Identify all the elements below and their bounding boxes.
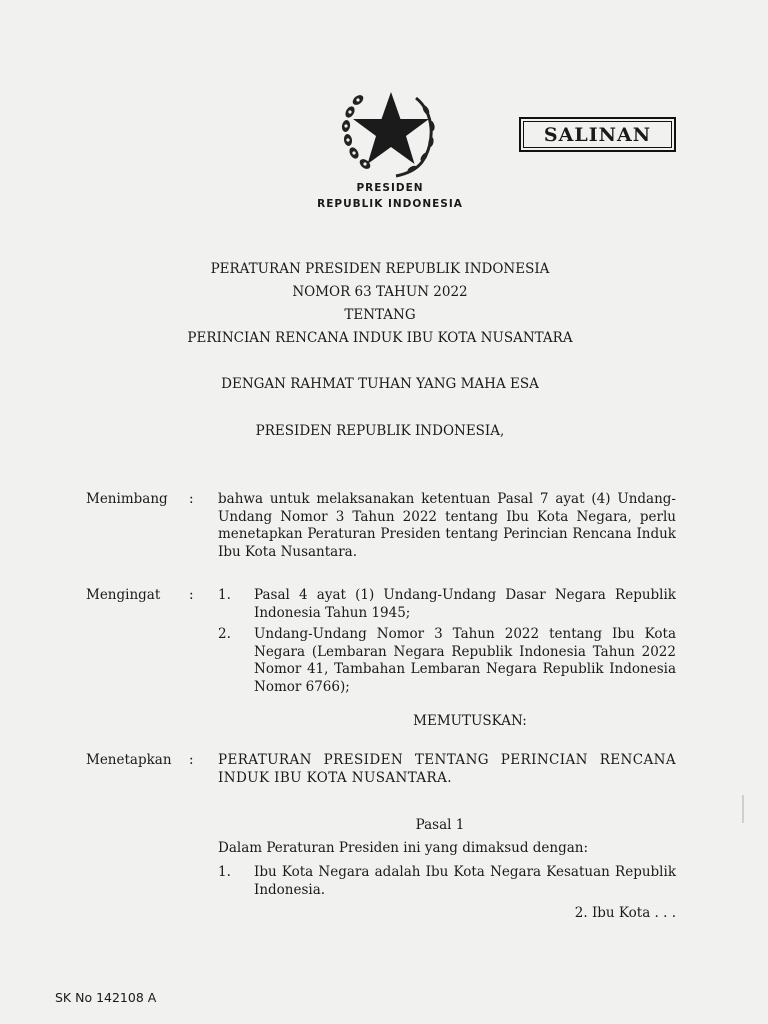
- mengingat-label: Mengingat: [86, 587, 161, 603]
- issuer-line-2: REPUBLIK INDONESIA: [317, 198, 463, 210]
- president-title: PRESIDEN REPUBLIK INDONESIA,: [255, 423, 505, 439]
- heading-line-3: TENTANG: [344, 307, 416, 323]
- pasal-1-item-number: 1.: [218, 864, 231, 880]
- menetapkan-colon: :: [189, 752, 194, 768]
- menetapkan-text: PERATURAN PRESIDEN TENTANG PERINCIAN RENCANA INDUK IBU KOTA NUSANTARA.: [218, 752, 676, 786]
- mengingat-item-text: Pasal 4 ayat (1) Undang-Undang Dasar Negara Republik Indonesia Tahun 1945;: [254, 587, 676, 621]
- stamp-inner-border: [523, 121, 672, 148]
- pasal-1-title: Pasal 1: [415, 817, 465, 833]
- menimbang-label: Menimbang: [86, 491, 168, 507]
- continuation-marker: 2. Ibu Kota . . .: [574, 905, 676, 921]
- footer-serial-number: SK No 142108 A: [55, 990, 157, 1005]
- scan-mark: [742, 795, 744, 823]
- presidential-emblem-icon: [336, 82, 442, 180]
- heading-line-4: PERINCIAN RENCANA INDUK IBU KOTA NUSANTARA: [187, 330, 573, 346]
- menimbang-text: bahwa untuk melaksanakan ketentuan Pasal 7 ayat (4) Undang-Undang Nomor 3 Tahun 2022 tentang Ibu Kota Negara, perlu menetapkan Peraturan Presiden tentang Perincian Rencana Induk Ibu Kota Nusantara.: [218, 491, 676, 560]
- issuer-line-1: PRESIDEN: [356, 182, 424, 194]
- mengingat-item-number: 2.: [218, 626, 231, 642]
- pasal-1-intro: Dalam Peraturan Presiden ini yang dimaksud dengan:: [218, 840, 589, 856]
- mengingat-item-text: Undang-Undang Nomor 3 Tahun 2022 tentang Ibu Kota Negara (Lembaran Negara Republik Indonesia Tahun 2022 Nomor 41, Tambahan Lembaran Negara Republik Indonesia Nomor 6766);: [254, 626, 676, 695]
- invocation: DENGAN RAHMAT TUHAN YANG MAHA ESA: [221, 376, 539, 392]
- mengingat-colon: :: [189, 587, 194, 603]
- heading-line-2: NOMOR 63 TAHUN 2022: [292, 284, 468, 300]
- menetapkan-label: Menetapkan: [86, 752, 172, 768]
- memutuskan-heading: MEMUTUSKAN:: [413, 713, 527, 729]
- heading-line-1: PERATURAN PRESIDEN REPUBLIK INDONESIA: [210, 261, 550, 277]
- salinan-stamp: [519, 117, 676, 152]
- stamp-text: SALINAN: [543, 123, 652, 146]
- mengingat-item-number: 1.: [218, 587, 231, 603]
- menimbang-colon: :: [189, 491, 194, 507]
- pasal-1-item-text: Ibu Kota Negara adalah Ibu Kota Negara Kesatuan Republik Indonesia.: [254, 864, 676, 898]
